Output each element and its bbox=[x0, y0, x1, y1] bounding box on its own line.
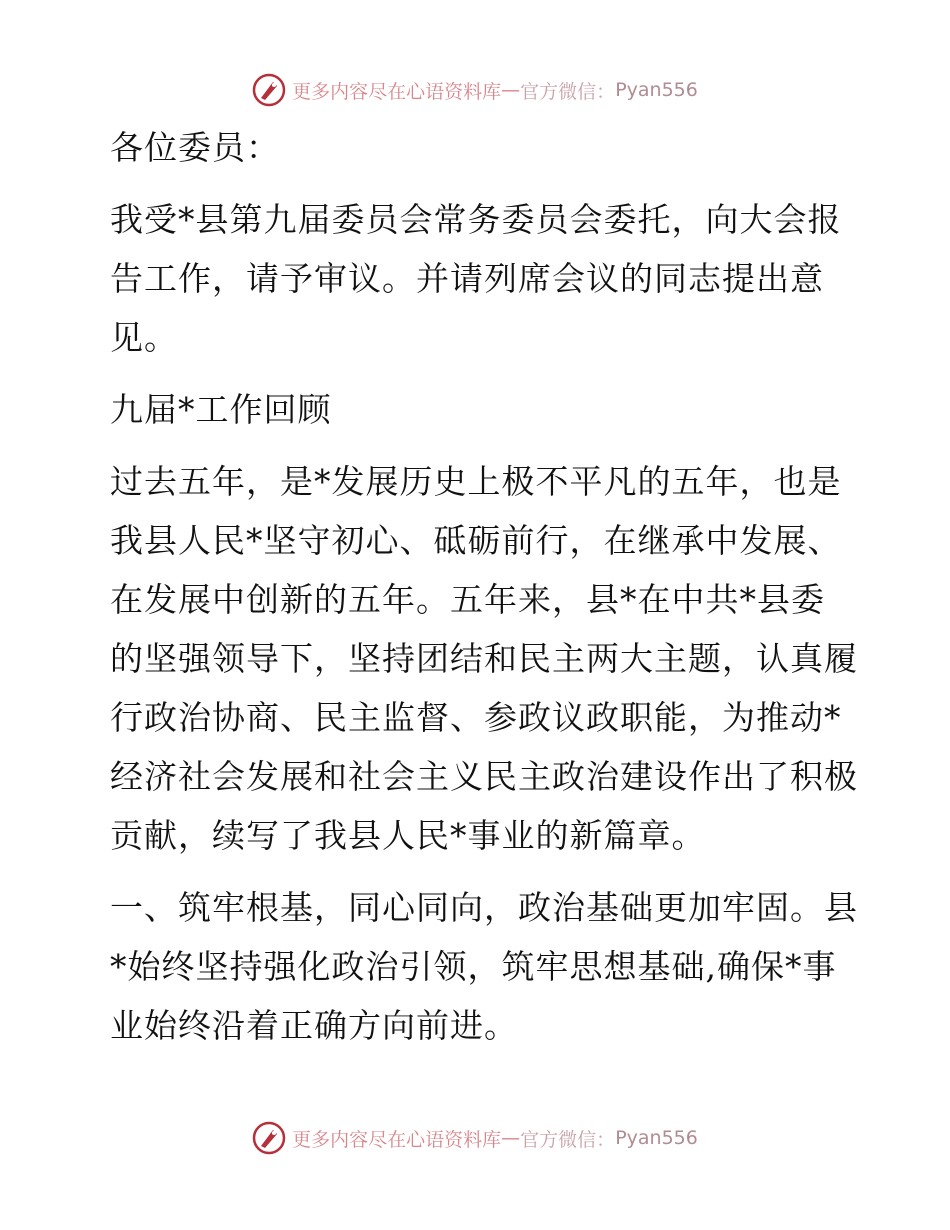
footer-watermark bbox=[0, 1118, 950, 1158]
point-one-paragraph: 一、筑牢根基，同心同向，政治基础更加牢固。县*始终坚持强化政治引领，筑牢思想基础,确保*事业始终沿着正确方向前进。 bbox=[110, 888, 858, 1045]
watermark-site-text: 更多内容尽在心语资料库 bbox=[292, 1128, 502, 1151]
salutation: 各位委员： bbox=[110, 128, 280, 167]
watermark-separator: — bbox=[501, 1127, 521, 1149]
watermark-separator: — bbox=[501, 79, 521, 101]
pen-nib-icon bbox=[252, 73, 286, 107]
watermark-site-text: 更多内容尽在心语资料库 bbox=[292, 80, 502, 103]
review-paragraph: 过去五年，是*发展历史上极不平凡的五年，也是我县人民*坚守初心、砥砺前行，在继承中发展、在发展中创新的五年。五年来，县*在中共*县委的坚强领导下，坚持团结和民主两大主题，认真履行政治协商、民主监督、参政议政职能，为推动*经济社会发展和社会主义民主政治建设作出了积极贡献，续写了我县人民*事业的新篇章。 bbox=[110, 462, 858, 855]
watermark-wechat-label: 官方微信： bbox=[520, 1128, 616, 1151]
opening-paragraph: 我受*县第九届委员会常务委员会委托，向大会报告工作，请予审议。并请列席会议的同志提出意见。 bbox=[110, 200, 842, 357]
header-watermark bbox=[0, 70, 950, 110]
section-heading: 九届*工作回顾 bbox=[110, 390, 332, 429]
document-body bbox=[98, 118, 858, 1068]
watermark-wechat-label: 官方微信： bbox=[520, 80, 616, 103]
pen-nib-icon bbox=[252, 1121, 286, 1155]
watermark-wechat-id: Pyan556 bbox=[615, 1127, 698, 1149]
watermark-wechat-id: Pyan556 bbox=[615, 79, 698, 101]
